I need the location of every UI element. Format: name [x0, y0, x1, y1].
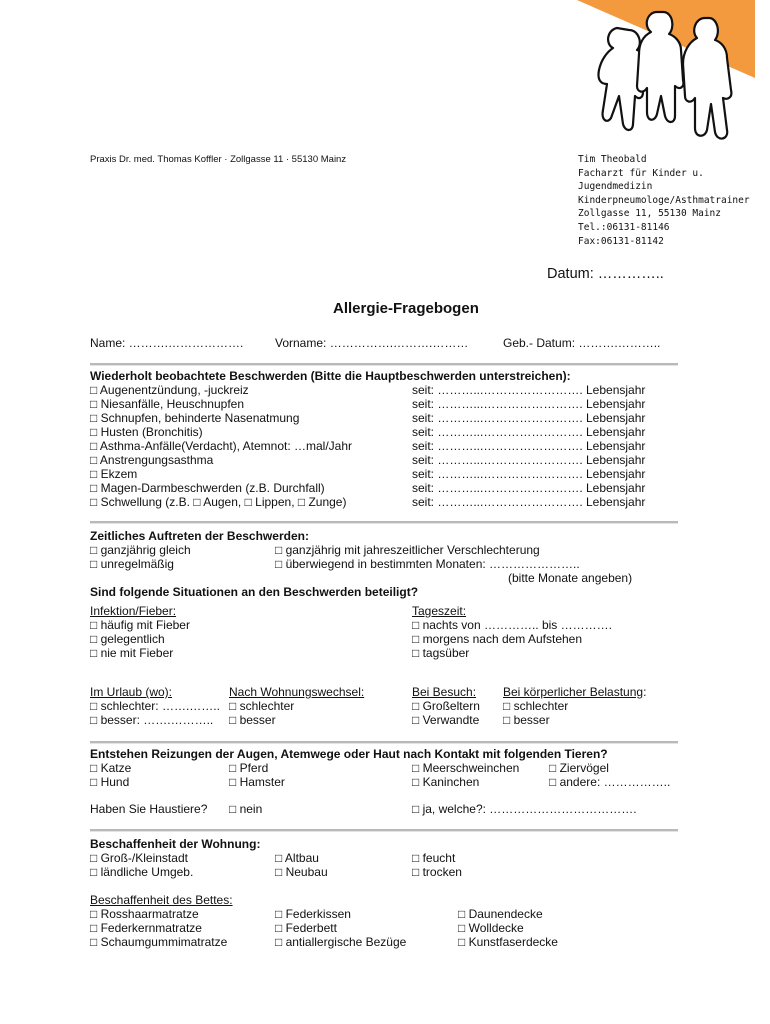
patient-firstname-field[interactable]: Vorname: …………….……….………	[275, 336, 469, 350]
infection-option[interactable]: □ nie mit Fieber	[90, 646, 174, 660]
since-field[interactable]: seit: ………...……………………. Lebensjahr	[412, 425, 646, 439]
housing-option[interactable]: □ Groß-/Kleinstadt	[90, 851, 188, 865]
visit-option[interactable]: □ Verwandte	[412, 713, 480, 727]
timing-seasonal[interactable]: □ ganzjährig mit jahreszeitlicher Verschlechterung	[275, 543, 540, 557]
complaint-checkbox[interactable]: □ Anstrengungsasthma	[90, 453, 214, 467]
complaint-checkbox[interactable]: □ Asthma-Anfälle(Verdacht), Atemnot: …mal/Jahr	[90, 439, 353, 453]
patient-birthdate-field[interactable]: Geb.- Datum: ……….………..	[503, 336, 661, 350]
complaint-checkbox[interactable]: □ Magen-Darmbeschwerden (z.B. Durchfall)	[90, 481, 325, 495]
doctor-title-1: Facharzt für Kinder u.	[578, 167, 704, 179]
since-field[interactable]: seit: ………...……………………. Lebensjahr	[412, 495, 646, 509]
complaint-checkbox[interactable]: □ Niesanfälle, Heuschnupfen	[90, 397, 245, 411]
patient-name-field[interactable]: Name: ……….……………….	[90, 336, 244, 350]
complaint-checkbox[interactable]: □ Husten (Bronchitis)	[90, 425, 203, 439]
bed-option[interactable]: □ Schaumgummimatratze	[90, 935, 228, 949]
visit-title: Bei Besuch:	[412, 685, 477, 699]
infection-title: Infektion/Fieber:	[90, 604, 177, 618]
divider	[90, 363, 678, 366]
pets-yes-field[interactable]: □ ja, welche?: ……………………………….	[412, 802, 637, 816]
doctor-street: Zollgasse 11, 55130 Mainz	[578, 208, 721, 220]
relocation-group	[229, 685, 364, 727]
housing-heading: Beschaffenheit der Wohnung:	[90, 837, 261, 851]
animal-option[interactable]: □ andere: ……………..	[549, 775, 671, 789]
daytime-option[interactable]: □ morgens nach dem Aufstehen	[412, 632, 583, 646]
since-field[interactable]: seit: ………...……………………. Lebensjahr	[412, 467, 646, 481]
housing-option[interactable]: □ Neubau	[275, 865, 328, 879]
animal-option[interactable]: □ Hamster	[229, 775, 285, 789]
since-field[interactable]: seit: ………...……………………. Lebensjahr	[412, 383, 646, 397]
bed-option[interactable]: □ antiallergische Bezüge	[275, 935, 407, 949]
timing-irregular[interactable]: □ unregelmäßig	[90, 557, 174, 571]
complaint-checkbox[interactable]: □ Augenentzündung, -juckreiz	[90, 383, 249, 397]
housing-option[interactable]: □ Altbau	[275, 851, 319, 865]
complaints-list	[90, 383, 352, 509]
complaint-checkbox[interactable]: □ Schnupfen, behinderte Nasenatmung	[90, 411, 300, 425]
daytime-option[interactable]: □ tagsüber	[412, 646, 470, 660]
daytime-group	[412, 604, 612, 660]
animal-option[interactable]: □ Hund	[90, 775, 130, 789]
complaints-heading: Wiederholt beobachtete Beschwerden (Bitte die Hauptbeschwerden unterstreichen):	[90, 369, 571, 383]
doctor-specialty: Kinderpneumologe/Asthmatrainer	[578, 194, 750, 206]
divider	[90, 521, 678, 524]
housing-col-3	[412, 851, 462, 879]
bed-col-2	[275, 907, 406, 949]
since-field[interactable]: seit: ………...……………………. Lebensjahr	[412, 481, 646, 495]
doctor-address-block	[578, 153, 750, 248]
relocation-option[interactable]: □ besser	[229, 713, 276, 727]
bed-col-1	[90, 907, 227, 949]
complaint-checkbox[interactable]: □ Ekzem	[90, 467, 138, 481]
situations-heading: Sind folgende Situationen an den Beschwerden beteiligt?	[90, 585, 419, 599]
sender-line: Praxis Dr. med. Thomas Koffler · Zollgasse 11 · 55130 Mainz	[90, 154, 347, 165]
bed-option[interactable]: □ Federkissen	[275, 907, 351, 921]
animals-col-3	[412, 761, 519, 789]
vacation-option[interactable]: □ besser: …….………..	[90, 713, 214, 727]
practice-logo	[577, 0, 755, 145]
housing-option[interactable]: □ trocken	[412, 865, 462, 879]
animals-heading: Entstehen Reizungen der Augen, Atemwege oder Haut nach Kontakt mit folgenden Tieren?	[90, 747, 608, 761]
bed-option[interactable]: □ Kunstfaserdecke	[458, 935, 558, 949]
bed-option[interactable]: □ Federbett	[275, 921, 337, 935]
since-field[interactable]: seit: ………...……………………. Lebensjahr	[412, 411, 646, 425]
doctor-phone: Tel.:06131-81146	[578, 221, 670, 233]
infection-group	[90, 604, 190, 660]
housing-option[interactable]: □ feucht	[412, 851, 456, 865]
animal-option[interactable]: □ Meerschweinchen	[412, 761, 520, 775]
exercise-option[interactable]: □ besser	[503, 713, 550, 727]
doctor-title-2: Jugendmedizin	[578, 181, 653, 193]
timing-yearround[interactable]: □ ganzjährig gleich	[90, 543, 191, 557]
timing-months[interactable]: □ überwiegend in bestimmten Monaten: …………………..	[275, 557, 580, 571]
animals-col-1	[90, 761, 131, 789]
divider	[90, 741, 678, 744]
visit-option[interactable]: □ Großeltern	[412, 699, 480, 713]
pets-question: Haben Sie Haustiere?	[90, 802, 208, 816]
bed-option[interactable]: □ Daunendecke	[458, 907, 543, 921]
complaints-since-list	[412, 383, 645, 509]
exercise-title-row	[503, 685, 646, 699]
since-field[interactable]: seit: ………...……………………. Lebensjahr	[412, 439, 646, 453]
vacation-option[interactable]: □ schlechter: …….……..	[90, 699, 220, 713]
animals-col-2	[229, 761, 285, 789]
exercise-option[interactable]: □ schlechter	[503, 699, 569, 713]
bed-option[interactable]: □ Rosshaarmatratze	[90, 907, 199, 921]
date-field[interactable]: Datum: …………..	[547, 266, 664, 282]
timing-heading: Zeitliches Auftreten der Beschwerden:	[90, 529, 309, 543]
since-field[interactable]: seit: ………...……………………. Lebensjahr	[412, 397, 646, 411]
pets-no-checkbox[interactable]: □ nein	[229, 802, 263, 816]
relocation-title: Nach Wohnungswechsel:	[229, 685, 365, 699]
doctor-name: Tim Theobald	[578, 154, 647, 165]
animal-option[interactable]: □ Katze	[90, 761, 132, 775]
housing-col-1	[90, 851, 193, 879]
exercise-group	[503, 685, 646, 727]
animal-option[interactable]: □ Ziervögel	[549, 761, 609, 775]
daytime-option[interactable]: □ nachts von ………….. bis ………….	[412, 618, 612, 632]
vacation-title: Im Urlaub (wo):	[90, 685, 173, 699]
form-title: Allergie-Fragebogen	[333, 300, 479, 317]
logo-child-left	[598, 28, 643, 130]
divider	[90, 829, 678, 832]
vacation-group	[90, 685, 220, 727]
doctor-fax: Fax:06131-81142	[578, 235, 664, 247]
visit-group	[412, 685, 480, 727]
animal-option[interactable]: □ Pferd	[229, 761, 269, 775]
exercise-title-colon: :	[643, 685, 647, 699]
bed-option[interactable]: □ Federkernmatratze	[90, 921, 202, 935]
daytime-title: Tageszeit:	[412, 604, 467, 618]
housing-option[interactable]: □ ländliche Umgeb.	[90, 865, 194, 879]
exercise-title: Bei körperlicher Belastung	[503, 685, 644, 699]
animal-option[interactable]: □ Kaninchen	[412, 775, 480, 789]
infection-option[interactable]: □ gelegentlich	[90, 632, 165, 646]
bed-col-3	[458, 907, 558, 949]
timing-months-hint: (bitte Monate angeben)	[508, 571, 633, 585]
complaint-checkbox[interactable]: □ Schwellung (z.B. □ Augen, □ Lippen, □ Zunge)	[90, 495, 347, 509]
bed-heading: Beschaffenheit des Bettes:	[90, 893, 233, 907]
animals-col-4	[549, 761, 670, 789]
relocation-option[interactable]: □ schlechter	[229, 699, 295, 713]
infection-option[interactable]: □ häufig mit Fieber	[90, 618, 190, 632]
housing-col-2	[275, 851, 328, 879]
bed-option[interactable]: □ Wolldecke	[458, 921, 524, 935]
since-field[interactable]: seit: ………...……………………. Lebensjahr	[412, 453, 646, 467]
